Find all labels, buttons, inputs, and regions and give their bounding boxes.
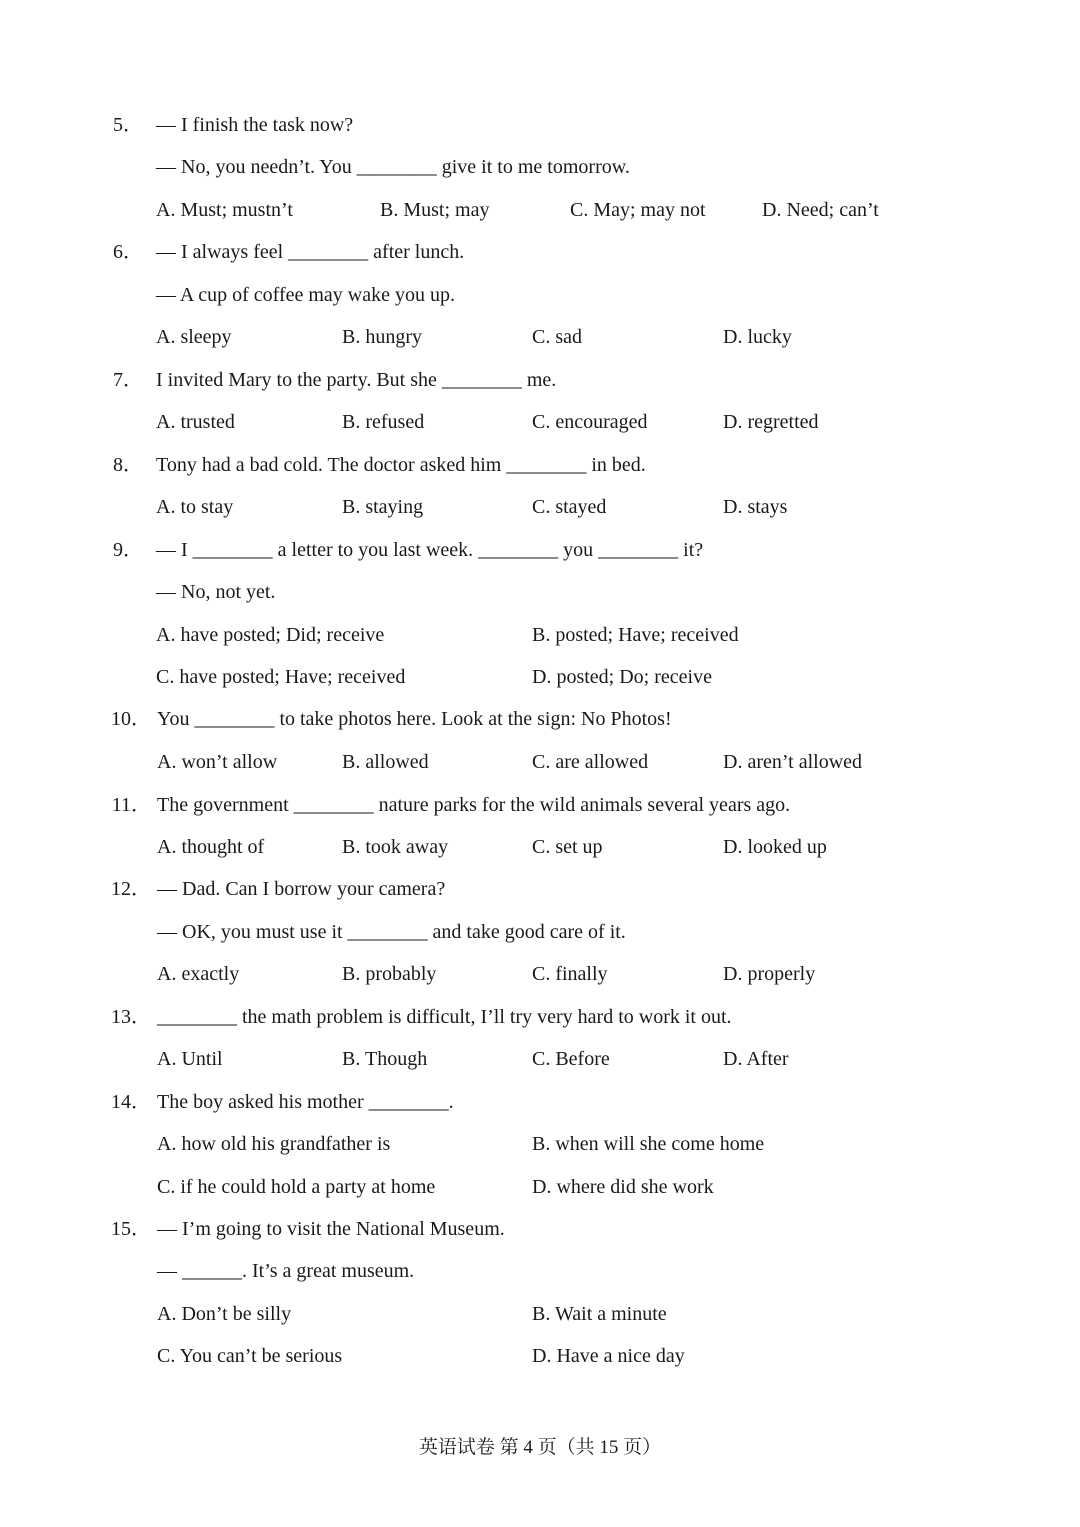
option-a: A. trusted	[156, 411, 235, 433]
option-b: B. Must; may	[380, 199, 490, 221]
question-stem: Tony had a bad cold. The doctor asked him ________ in bed.	[156, 454, 646, 476]
option-c: C. encouraged	[532, 411, 648, 433]
question-stem: You ________ to take photos here. Look at the sign: No Photos!	[157, 708, 672, 730]
option-b: B. when will she come home	[532, 1133, 765, 1155]
option-c: C. You can’t be serious	[157, 1345, 343, 1367]
option-a: A. to stay	[156, 496, 234, 518]
option-d: D. After	[723, 1048, 789, 1070]
option-b: B. probably	[342, 963, 437, 985]
option-b: B. took away	[342, 836, 449, 858]
question-stem: — OK, you must use it ________ and take good care of it.	[157, 921, 626, 943]
option-b: B. Wait a minute	[532, 1303, 667, 1325]
option-a: A. Must; mustn’t	[156, 199, 293, 221]
option-c: C. Before	[532, 1048, 610, 1070]
question-stem: — I always feel ________ after lunch.	[156, 241, 465, 263]
option-c: C. if he could hold a party at home	[157, 1176, 436, 1198]
option-d: D. Have a nice day	[532, 1345, 685, 1367]
option-a: A. sleepy	[156, 326, 232, 348]
question-number: 5．	[113, 114, 143, 136]
question-number: 15．	[111, 1218, 151, 1240]
page-footer: 英语试卷 第 4 页（共 15 页）	[418, 1437, 662, 1458]
question-number: 7．	[113, 369, 143, 391]
option-d: D. posted; Do; receive	[532, 666, 712, 688]
option-b: B. posted; Have; received	[532, 624, 739, 646]
option-c: C. have posted; Have; received	[156, 666, 406, 688]
question-number: 14．	[111, 1091, 151, 1113]
option-c: C. sad	[532, 326, 582, 348]
question-stem: — Dad. Can I borrow your camera?	[157, 878, 446, 900]
question-number: 9．	[113, 539, 143, 561]
option-d: D. stays	[723, 496, 788, 518]
option-a: A. Don’t be silly	[157, 1303, 292, 1325]
question-number: 6．	[113, 241, 143, 263]
question-stem: — I’m going to visit the National Museum.	[157, 1218, 505, 1240]
option-c: C. set up	[532, 836, 603, 858]
option-d: D. Need; can’t	[762, 199, 879, 221]
question-stem: I invited Mary to the party. But she ________ me.	[156, 369, 557, 391]
option-b: B. staying	[342, 496, 424, 518]
question-stem: — I ________ a letter to you last week. ________ you ________ it?	[156, 539, 704, 561]
question-number: 13．	[111, 1006, 151, 1028]
option-a: A. have posted; Did; receive	[156, 624, 385, 646]
question-stem: The boy asked his mother ________.	[157, 1091, 454, 1113]
option-d: D. aren’t allowed	[723, 751, 863, 773]
question-stem: — ______. It’s a great museum.	[157, 1260, 415, 1282]
question-number: 12．	[111, 878, 151, 900]
option-a: A. exactly	[157, 963, 240, 985]
option-a: A. Until	[157, 1048, 223, 1070]
option-c: C. May; may not	[570, 199, 706, 221]
question-stem: The government ________ nature parks for the wild animals several years ago.	[157, 794, 791, 816]
option-c: C. are allowed	[532, 751, 649, 773]
option-c: C. stayed	[532, 496, 607, 518]
question-stem: — No, you needn’t. You ________ give it to me tomorrow.	[156, 156, 630, 178]
question-stem: — A cup of coffee may wake you up.	[156, 284, 455, 306]
question-number: 8．	[113, 454, 143, 476]
option-b: B. Though	[342, 1048, 428, 1070]
option-d: D. properly	[723, 963, 816, 985]
question-number: 10．	[111, 708, 151, 730]
option-d: D. where did she work	[532, 1176, 714, 1198]
question-stem: — I finish the task now?	[156, 114, 354, 136]
option-d: D. looked up	[723, 836, 827, 858]
option-b: B. allowed	[342, 751, 429, 773]
option-a: A. won’t allow	[157, 751, 278, 773]
question-stem: ________ the math problem is difficult, I’ll try very hard to work it out.	[157, 1006, 732, 1028]
option-a: A. how old his grandfather is	[157, 1133, 391, 1155]
option-a: A. thought of	[157, 836, 265, 858]
option-b: B. hungry	[342, 326, 422, 348]
question-stem: — No, not yet.	[156, 581, 276, 603]
question-number: 11．	[111, 794, 151, 816]
option-d: D. lucky	[723, 326, 792, 348]
option-d: D. regretted	[723, 411, 819, 433]
option-b: B. refused	[342, 411, 425, 433]
option-c: C. finally	[532, 963, 608, 985]
